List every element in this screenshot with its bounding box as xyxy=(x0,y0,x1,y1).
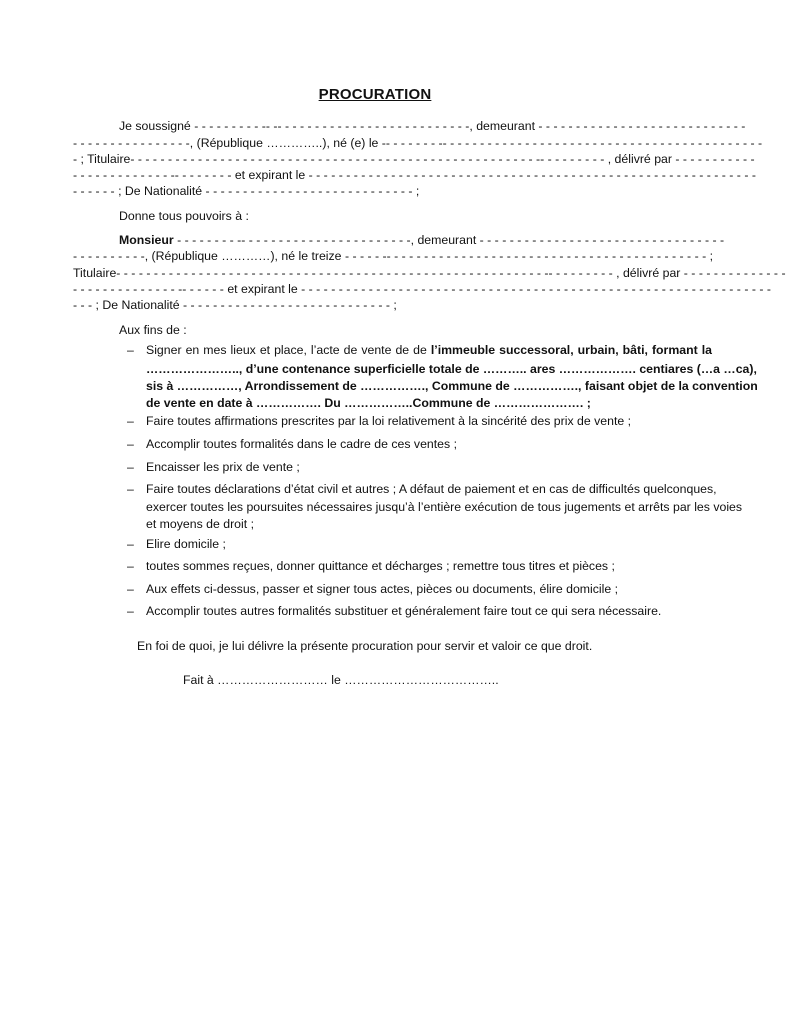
donne-pouvoirs: Donne tous pouvoirs à : xyxy=(119,209,249,223)
item-4: Encaisser les prix de vente ; xyxy=(146,460,300,474)
mandataire-line-3: Titulaire- - - - - - - - - - - - - - - - - - - - - - - - - - - - - - - - - - - - - - - - - - - - - - - - - - - - - - - - - -- - - - - - - - - , délivré par - - - - - - - - - - - - - - xyxy=(73,266,786,280)
mandataire-line-2: - - - - - - - - - -, (République …………), né le treize - - - - - -- - - - - - - - - - - - - - - - - - - - - - - - - - - - - - - - - - - - - - - - - - - ; xyxy=(73,249,714,263)
bullet-dash: – xyxy=(127,582,134,596)
item-1-line-3: sis à ……………, Arrondissement de ……………., Commune de ……………., faisant objet de la convention xyxy=(146,379,758,393)
mandant-line-4: - - - - - - - - - - - - - -- - - - - - - - et expirant le - - - - - - - - - - - - - - - - - - - - - - - - - - - - - - - - - - - - - - - - - - - - - - - - - - - - - - - - - - - - xyxy=(73,168,756,182)
en-foi-de-quoi: En foi de quoi, je lui délivre la présente procuration pour servir et valoir ce que droit. xyxy=(137,639,593,653)
item-1-bold-text: l’immeuble successoral, urbain, bâti, formant la xyxy=(430,343,712,357)
item-1-line-4: de vente en date à ……………. Du ……………..Commune de …………………. ; xyxy=(146,396,591,410)
item-9: Accomplir toutes autres formalités substituer et généralement faire tout ce qui sera nécessaire. xyxy=(146,604,662,618)
bullet-dash: – xyxy=(127,482,134,496)
item-5-line-3: et moyens de droit ; xyxy=(146,517,254,531)
bullet-dash: – xyxy=(127,437,134,451)
bullet-dash: – xyxy=(127,537,134,551)
bullet-dash: – xyxy=(127,559,134,573)
mandataire-line-1-rest: - - - - - - - - -- - - - - - - - - - - - - - - - - - - - - - -, demeurant - - - - - - - - - - - - - - - - - - - - - - - - - - - - - - - - - xyxy=(173,233,725,247)
mandant-line-5: - - - - - - ; De Nationalité - - - - - - - - - - - - - - - - - - - - - - - - - - - - ; xyxy=(73,184,420,198)
mandant-line-2: - - - - - - - - - - - - - - - -, (République …………..), né (e) le -- - - - - - - -- - - - - - - - - - - - - - - - - - - - - - - - - - - - - - - - - - - - - - - - - - - xyxy=(73,136,763,150)
bullet-dash: – xyxy=(127,460,134,474)
aux-fins-de: Aux fins de : xyxy=(119,323,187,337)
mandataire-line-4: - - - - - - - - - - - - - - -- - - - - - et expirant le - - - - - - - - - - - - - - - - - - - - - - - - - - - - - - - - - - - - - - - - - - - - - - - - - - - - - - - - - - - - - - - xyxy=(73,282,771,296)
item-7: toutes sommes reçues, donner quittance et décharges ; remettre tous titres et pièces ; xyxy=(146,559,615,573)
bullet-dash: – xyxy=(127,414,134,428)
item-1-text: Signer en mes lieux et place, l’acte de vente de de xyxy=(146,343,431,357)
item-1-line-2: ………………….., d’une contenance superficielle totale de ……….. ares ………………. centiares (…a …ca), xyxy=(146,362,757,376)
item-2: Faire toutes affirmations prescrites par la loi relativement à la sincérité des prix de vente ; xyxy=(146,414,632,428)
mandant-line-1: Je soussigné - - - - - - - - - -- -- - - - - - - - - - - - - - - - - - - - - - - - - -, demeurant - - - - - - - - - - - - - - - - - - - - - - - - - - - - xyxy=(119,119,746,133)
item-5-line-2: exercer toutes les poursuites nécessaires jusqu’à l’entière exécution de tous jugements et arrêts par les voies xyxy=(146,500,743,514)
document-title: PROCURATION xyxy=(318,86,432,103)
item-6: Elire domicile ; xyxy=(146,537,226,551)
item-3: Accomplir toutes formalités dans le cadre de ces ventes ; xyxy=(146,437,457,451)
bullet-dash: – xyxy=(127,604,134,618)
mandataire-line-5: - - - ; De Nationalité - - - - - - - - - - - - - - - - - - - - - - - - - - - - ; xyxy=(73,298,397,312)
monsieur-label: Monsieur xyxy=(119,233,174,247)
fait-a-le: Fait à ……………………… le ……………………………….. xyxy=(183,673,499,687)
bullet-dash: – xyxy=(127,343,134,357)
item-1-line-1 xyxy=(146,341,712,359)
mandant-line-3: - ; Titulaire- - - - - - - - - - - - - - - - - - - - - - - - - - - - - - - - - - - - - - - - - - - - - - - - - - - - - - -- - - - - - - - - , délivré par - - - - - - - - - - - xyxy=(73,152,755,166)
item-8: Aux effets ci-dessus, passer et signer tous actes, pièces ou documents, élire domicile ; xyxy=(146,582,619,596)
item-5-line-1: Faire toutes déclarations d’état civil et autres ; A défaut de paiement et en cas de difficultés quelconques, xyxy=(146,482,717,496)
